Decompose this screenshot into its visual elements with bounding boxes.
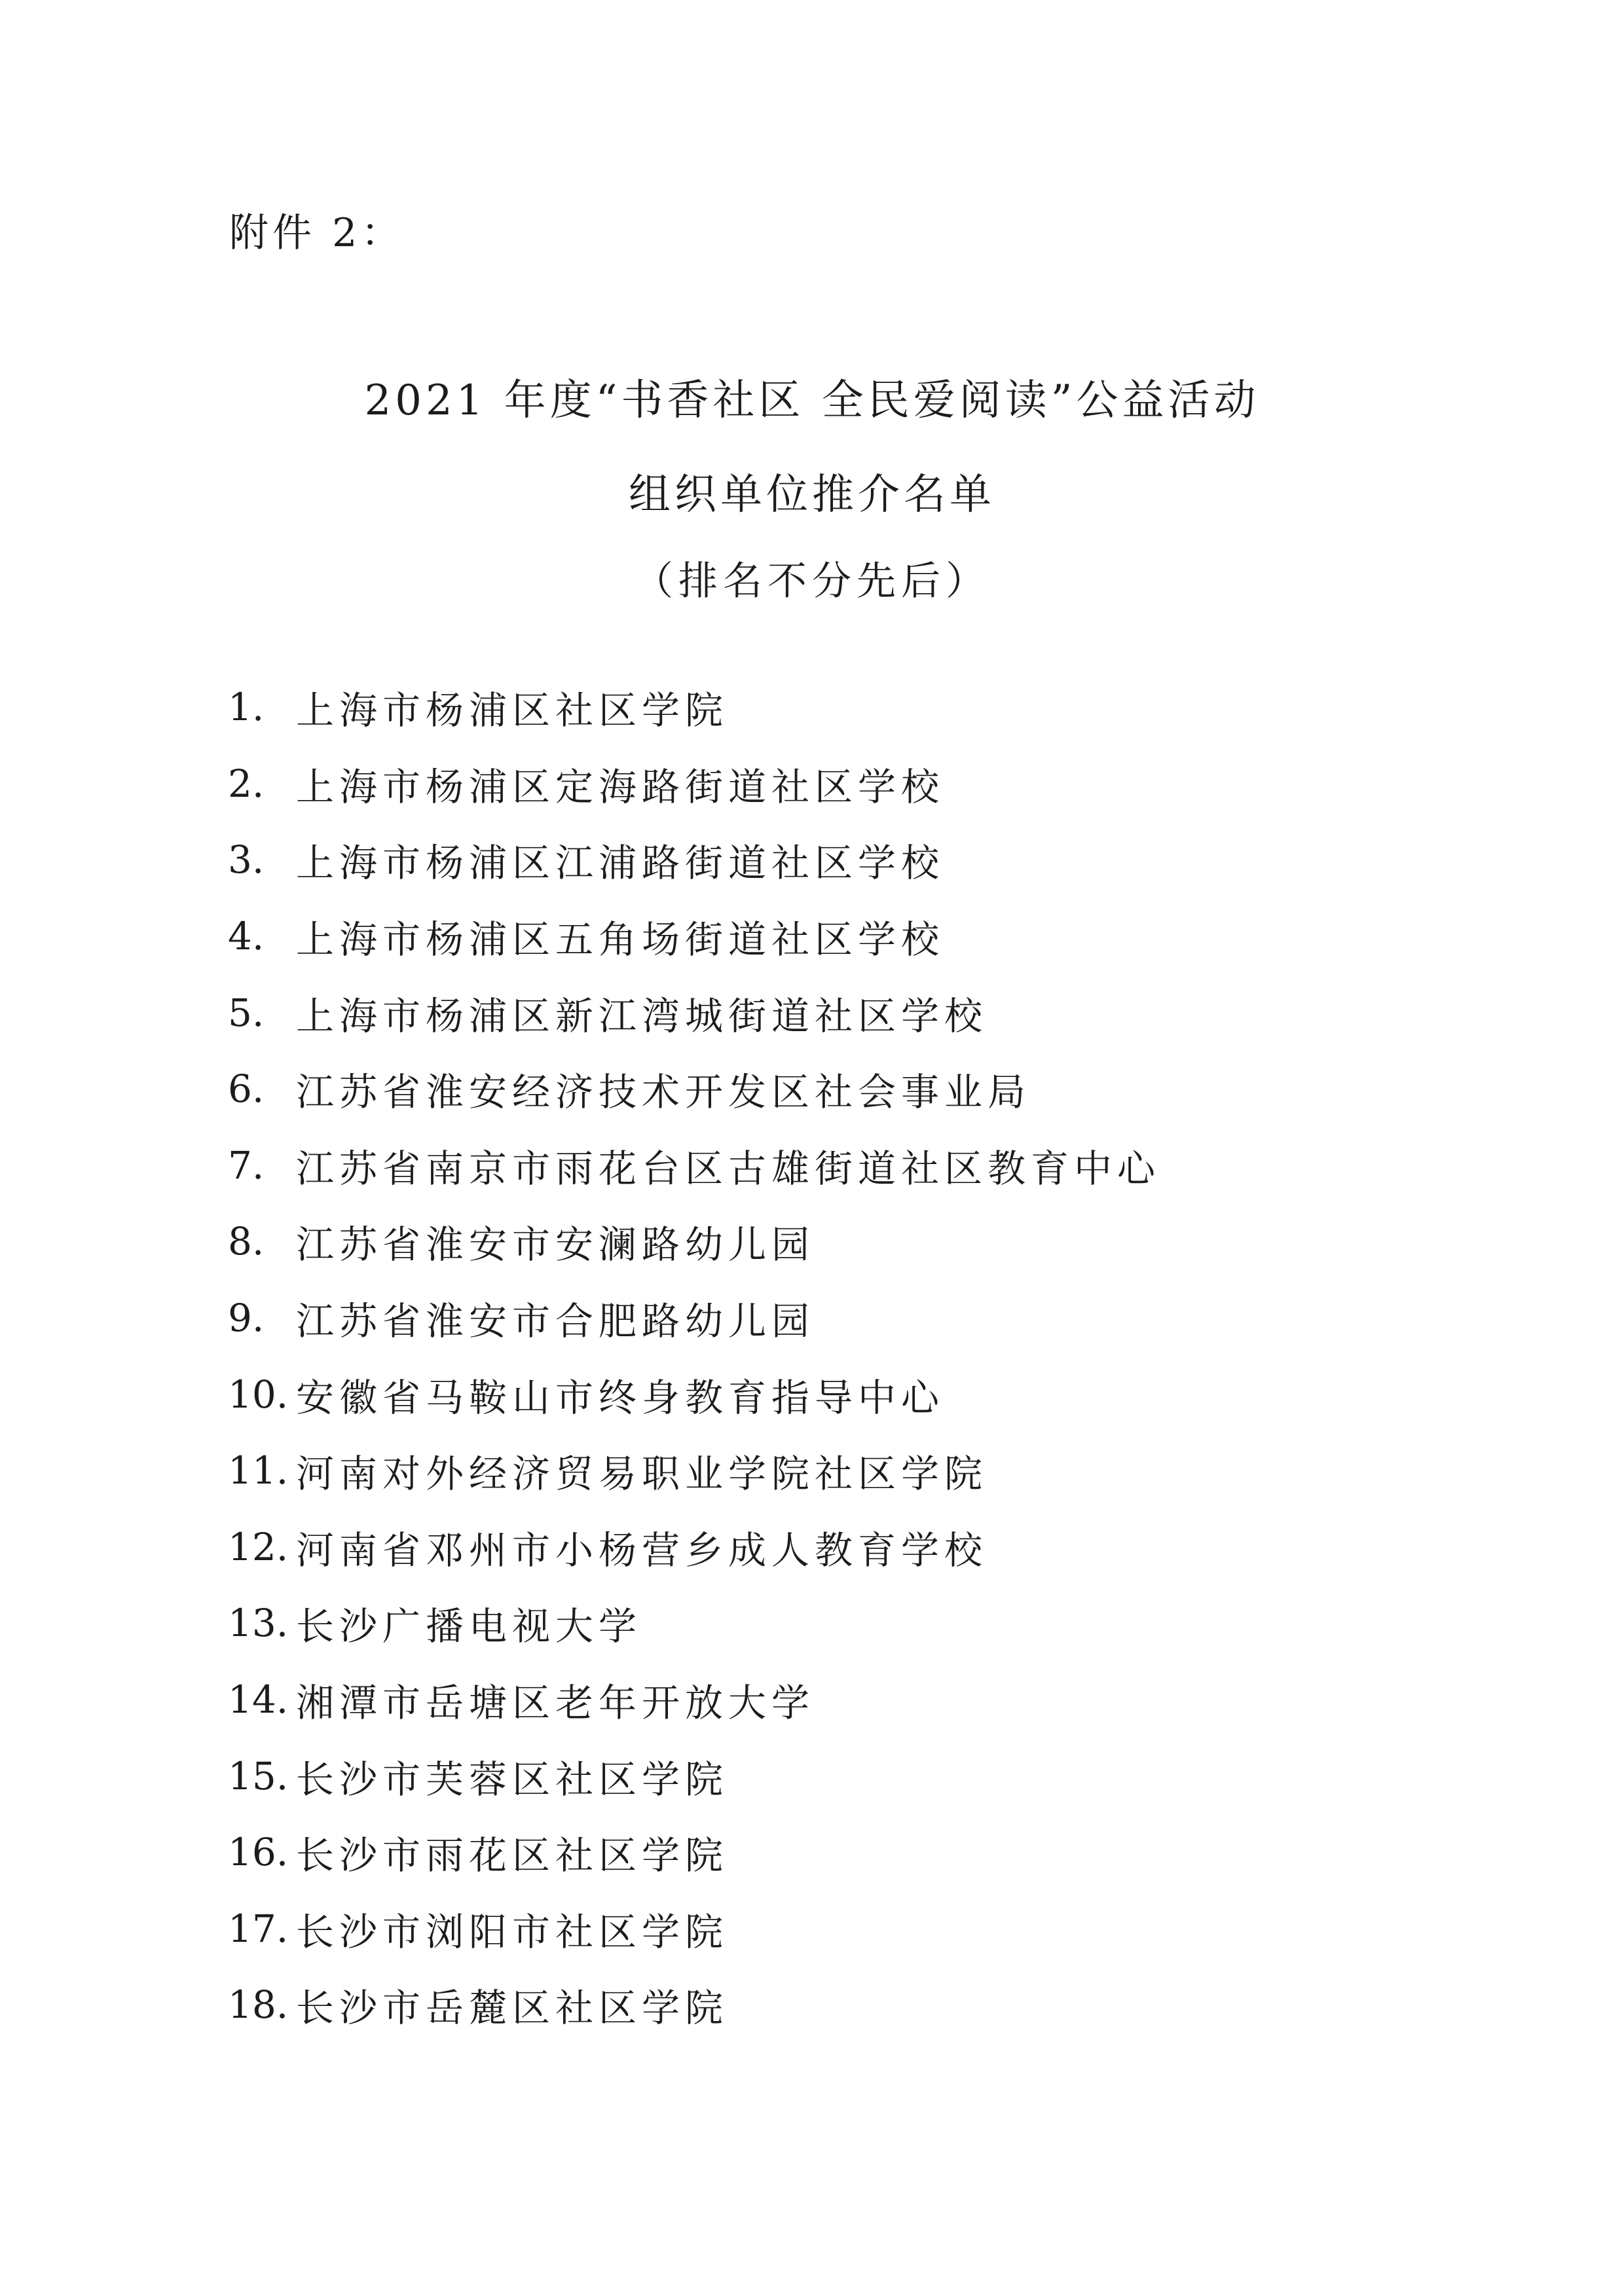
- list-item-number: 10.: [228, 1372, 289, 1417]
- title-block: [0, 354, 1624, 621]
- list-item-name: 上海市杨浦区新江湾城街道社区学校: [296, 993, 988, 1038]
- document-title-line-1: 2021 年度“书香社区 全民爱阅读”公益活动: [364, 376, 1260, 425]
- list-item: [228, 1280, 1160, 1357]
- list-item-name: 上海市杨浦区五角场街道社区学校: [296, 917, 945, 962]
- list-item-number: 1.: [228, 685, 265, 730]
- list-item-number: 12.: [228, 1524, 289, 1569]
- list-item: [228, 1356, 1160, 1432]
- list-item-name: 上海市杨浦区定海路街道社区学校: [296, 764, 945, 809]
- list-item-name: 上海市杨浦区社区学院: [296, 688, 729, 733]
- document-title-line-2: 组织单位推介名单: [629, 471, 995, 519]
- list-item-number: 13.: [228, 1601, 289, 1646]
- list-item-number: 8.: [228, 1219, 265, 1264]
- list-item-name: 江苏省淮安经济技术开发区社会事业局: [296, 1070, 1031, 1115]
- list-item-number: 11.: [228, 1448, 289, 1493]
- organization-list: [228, 669, 1160, 2043]
- list-item-name: 江苏省淮安市合肥路幼儿园: [296, 1299, 815, 1344]
- list-item: [228, 746, 1160, 822]
- list-item-number: 7.: [228, 1142, 265, 1188]
- list-item-name: 江苏省淮安市安澜路幼儿园: [296, 1222, 815, 1267]
- list-item-number: 2.: [228, 761, 265, 806]
- list-item: [228, 1509, 1160, 1586]
- list-item-number: 14.: [228, 1677, 289, 1722]
- list-item: [228, 1432, 1160, 1509]
- document-subtitle: （排名不分先后）: [634, 558, 990, 604]
- list-item-number: 17.: [228, 1906, 289, 1951]
- list-item-number: 5.: [228, 990, 265, 1035]
- list-item: [228, 1814, 1160, 1891]
- list-item-number: 16.: [228, 1830, 289, 1875]
- list-item-name: 江苏省南京市雨花台区古雄街道社区教育中心: [296, 1146, 1161, 1191]
- list-item: [228, 1585, 1160, 1662]
- list-item: [228, 1203, 1160, 1280]
- list-item-name: 长沙市雨花区社区学院: [296, 1833, 729, 1878]
- list-item-number: 6.: [228, 1066, 265, 1112]
- list-item-name: 长沙市芙蓉区社区学院: [296, 1757, 729, 1802]
- list-item: [228, 1051, 1160, 1127]
- list-item: [228, 822, 1160, 898]
- list-item: [228, 1891, 1160, 1967]
- list-item-name: 上海市杨浦区江浦路街道社区学校: [296, 841, 945, 886]
- list-item: [228, 1127, 1160, 1204]
- list-item-name: 河南对外经济贸易职业学院社区学院: [296, 1451, 988, 1497]
- list-item-name: 长沙市岳麓区社区学院: [296, 1986, 729, 2031]
- list-item: [228, 1967, 1160, 2043]
- list-item-number: 18.: [228, 1982, 289, 2028]
- list-item-number: 3.: [228, 837, 265, 883]
- list-item-number: 4.: [228, 914, 265, 959]
- list-item: [228, 1662, 1160, 1738]
- list-item: [228, 669, 1160, 746]
- list-item-name: 河南省邓州市小杨营乡成人教育学校: [296, 1527, 988, 1573]
- list-item-name: 长沙广播电视大学: [296, 1604, 642, 1649]
- list-item: [228, 1738, 1160, 1814]
- attachment-label: 附件 2：: [229, 210, 405, 256]
- list-item-name: 安徽省马鞍山市终身教育指导中心: [296, 1375, 945, 1420]
- list-item-name: 长沙市浏阳市社区学院: [296, 1909, 729, 1954]
- list-item-number: 9.: [228, 1296, 265, 1341]
- list-item-name: 湘潭市岳塘区老年开放大学: [296, 1681, 815, 1726]
- list-item-number: 15.: [228, 1753, 289, 1798]
- list-item: [228, 898, 1160, 975]
- list-item: [228, 974, 1160, 1051]
